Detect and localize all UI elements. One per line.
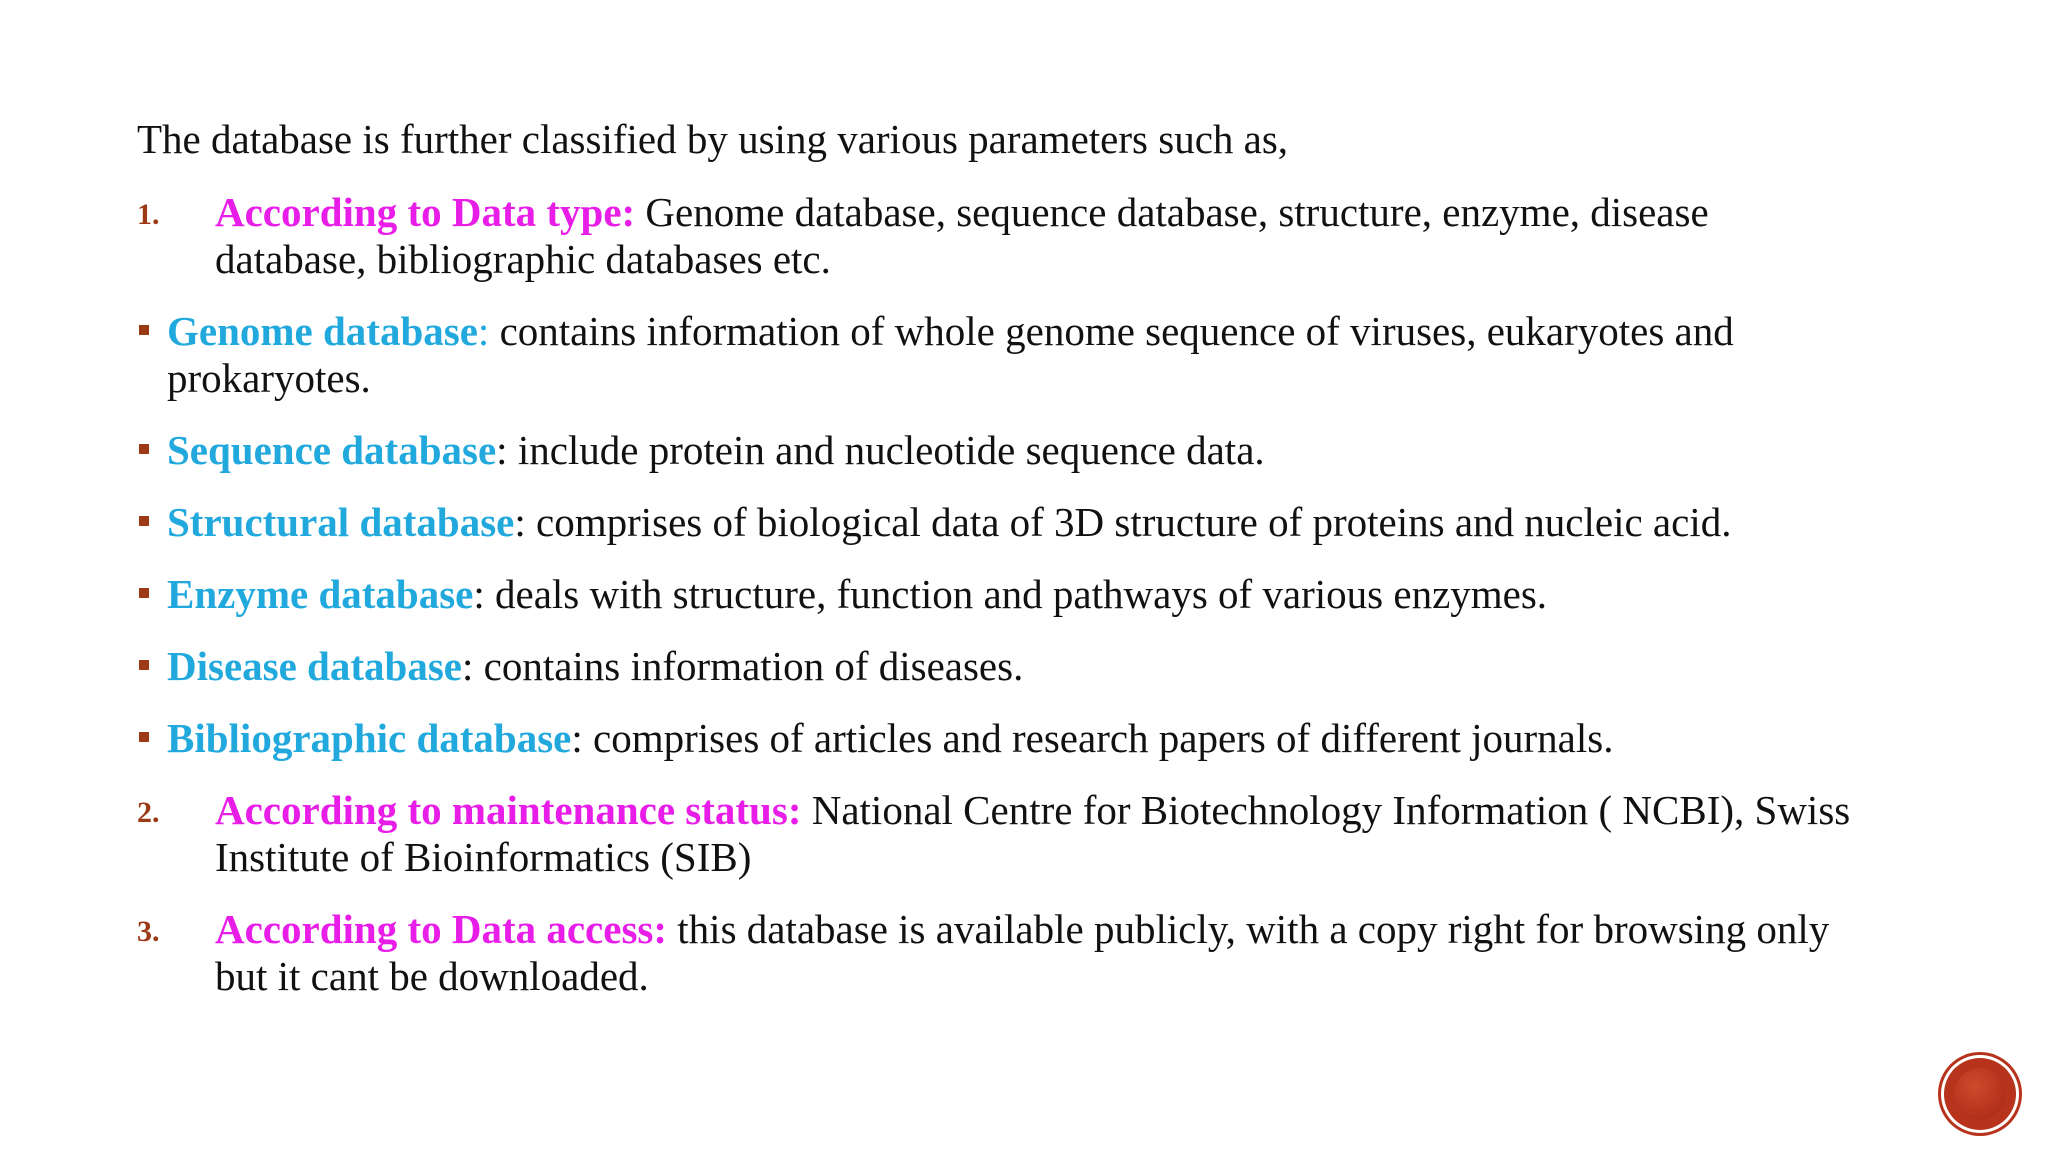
bullet-text: deals with structure, function and pathways of various enzymes.: [484, 571, 1548, 617]
numbered-item-text: this database is available publicly, with a copy right for browsing only but it cant be downloaded.: [215, 906, 1830, 999]
intro-text: The database is further classified by using various parameters such as,: [137, 116, 1289, 162]
square-bullet-icon: [139, 516, 149, 526]
bullet-term: Enzyme database: [167, 571, 474, 617]
slide-badge-icon: [1944, 1058, 2016, 1130]
square-bullet-icon: [139, 325, 149, 335]
item-number: 3.: [137, 915, 160, 948]
bullet-item-genome: [137, 308, 1857, 402]
bullet-item-structural: [137, 499, 1857, 546]
bullet-item-enzyme: [137, 571, 1857, 618]
numbered-item-text: Genome database, sequence database, structure, enzyme, disease database, bibliographic databases etc.: [215, 189, 1709, 282]
badge-inner-circle: [1954, 1068, 2006, 1120]
bullet-item-bibliographic: [137, 715, 1857, 762]
square-bullet-icon: [139, 660, 149, 670]
bullet-term: Disease database: [167, 643, 462, 689]
numbered-item-3: [137, 906, 1857, 1000]
bullet-separator: :: [477, 308, 490, 354]
square-bullet-icon: [139, 588, 149, 598]
bullet-item-disease: [137, 643, 1857, 690]
bullet-term: Bibliographic database: [167, 715, 572, 761]
numbered-item-text: National Centre for Biotechnology Information ( NCBI), Swiss Institute of Bioinformatics (SIB): [215, 787, 1851, 880]
bullet-item-sequence: [137, 427, 1857, 474]
bullet-term: Structural database: [167, 499, 515, 545]
bullet-text: contains information of whole genome sequence of viruses, eukaryotes and prokaryotes.: [167, 308, 1734, 401]
bullet-text: contains information of diseases.: [473, 643, 1024, 689]
bullet-term: Sequence database: [167, 427, 497, 473]
bullet-separator: :: [514, 499, 526, 545]
bullet-term: Genome database: [167, 308, 478, 354]
bullet-separator: :: [461, 643, 474, 689]
item-number: 2.: [137, 796, 160, 829]
numbered-item-label: According to maintenance status:: [215, 787, 802, 833]
bullet-separator: :: [496, 427, 508, 473]
numbered-item-label: According to Data type:: [215, 189, 636, 235]
square-bullet-icon: [139, 732, 149, 742]
bullet-text: include protein and nucleotide sequence data.: [507, 427, 1265, 473]
item-number: 1.: [137, 198, 160, 231]
bullet-separator: :: [473, 571, 485, 617]
bullet-text: comprises of articles and research papers of different journals.: [582, 715, 1614, 761]
square-bullet-icon: [139, 444, 149, 454]
numbered-item-2: [137, 787, 1857, 881]
numbered-item-label: According to Data access:: [215, 906, 668, 952]
bullet-separator: :: [571, 715, 583, 761]
numbered-item-1: [137, 189, 1857, 283]
slide-body: [137, 116, 1857, 1025]
bullet-text: comprises of biological data of 3D structure of proteins and nucleic acid.: [525, 499, 1732, 545]
